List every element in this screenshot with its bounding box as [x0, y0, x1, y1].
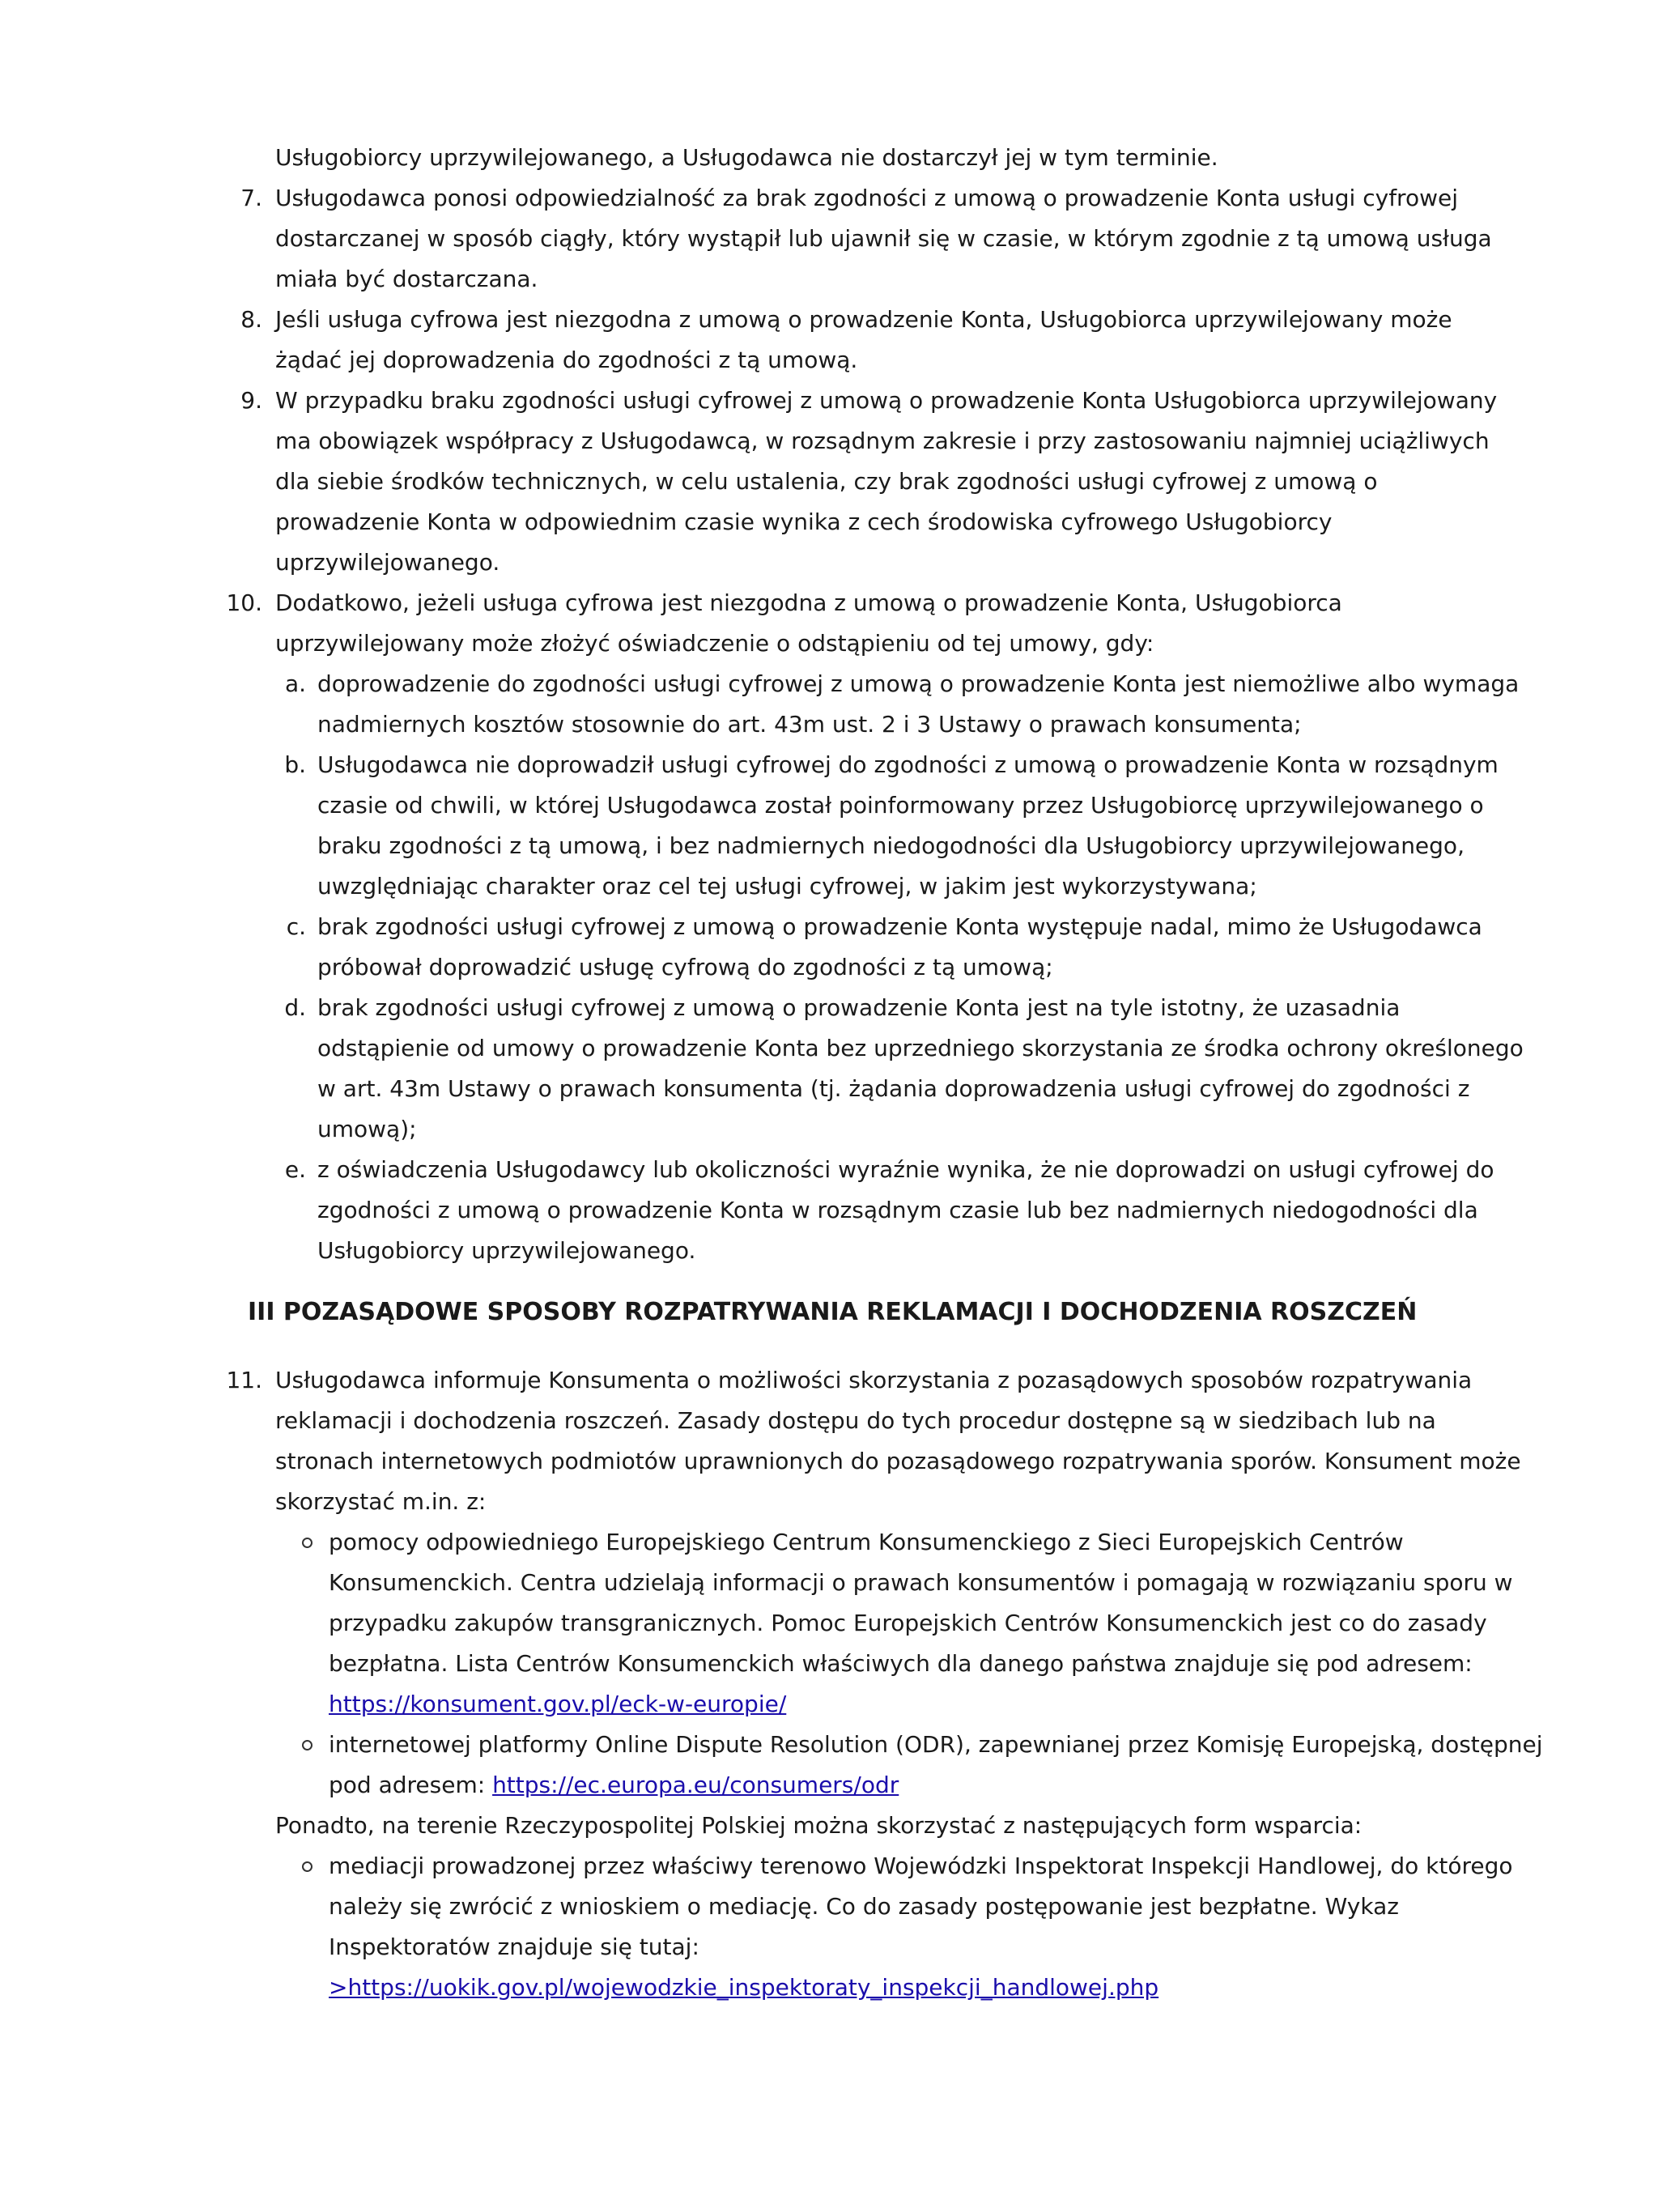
- bullet-text: mediacji prowadzonej przez właściwy terenowo Wojewódzki Inspektorat Inspekcji Handlowej, do którego należy się zwrócić z wnioskiem o mediację. Co do zasady postępowanie jest bezpłatne. Wykaz Inspektoratów znajduje się tutaj:: [329, 1853, 1513, 1960]
- paragraph-number: 7.: [240, 185, 262, 211]
- paragraph-11: [0, 1360, 1658, 1522]
- bullet-item-odr: [0, 1725, 1658, 1806]
- paragraph-8: [0, 300, 1658, 381]
- paragraph-text: W przypadku braku zgodności usługi cyfrowej z umową o prowadzenie Konta Usługobiorca uprzywilejowany ma obowiązek współpracy z Usługodawcą, w rozsądnym zakresie i przy zastosowaniu najmniej uciążliwych dla siebie środków technicznych, w celu ustalenia, czy brak zgodności usługi cyfrowej z umową o prowadzenie Konta w odpowiednim czasie wynika z cech środowiska cyfrowego Usługobiorcy uprzywilejowanego.: [275, 387, 1498, 576]
- list-item-e: [0, 1150, 1658, 1271]
- list-item-text: doprowadzenie do zgodności usługi cyfrowej z umową o prowadzenie Konta jest niemożliwe albo wymaga nadmiernych kosztów stosownie do art. 43m ust. 2 i 3 Ustawy o prawach konsumenta;: [317, 670, 1520, 738]
- paragraph-number: 11.: [226, 1367, 262, 1393]
- bullet-circle-icon: [302, 1740, 312, 1750]
- paragraph-7: [0, 178, 1658, 300]
- bullet-item-ecc: [0, 1522, 1658, 1725]
- paragraph-text: Dodatkowo, jeżeli usługa cyfrowa jest niezgodna z umową o prowadzenie Konta, Usługobiorca uprzywilejowany może złożyć oświadczenie o odstąpieniu od tej umowy, gdy:: [275, 589, 1342, 657]
- list-item-d: [0, 988, 1658, 1150]
- bullet-item-mediation: [0, 1846, 1658, 2008]
- list-item-label: e.: [284, 1156, 306, 1183]
- list-item-label: d.: [284, 994, 306, 1021]
- link-odr[interactable]: https://ec.europa.eu/consumers/odr: [492, 1772, 899, 1798]
- paragraph-number: 9.: [240, 387, 262, 414]
- list-item-b: [0, 745, 1658, 907]
- moreover-paragraph: [0, 1806, 1658, 1846]
- link-uokik[interactable]: >https://uokik.gov.pl/wojewodzkie_inspektoraty_inspekcji_handlowej.php: [329, 1974, 1159, 2001]
- bullet-circle-icon: [302, 1861, 312, 1872]
- list-item-text: brak zgodności usługi cyfrowej z umową o prowadzenie Konta jest na tyle istotny, że uzasadnia odstąpienie od umowy o prowadzenie Konta bez uprzedniego skorzystania ze środka ochrony określonego w art. 43m Ustawy o prawach konsumenta (tj. żądania doprowadzenia usługi cyfrowej do zgodności z umową);: [317, 994, 1524, 1142]
- list-item-label: a.: [284, 670, 306, 697]
- paragraph-text: Usługodawca informuje Konsumenta o możliwości skorzystania z pozasądowych sposobów rozpatrywania reklamacji i dochodzenia roszczeń. Zasady dostępu do tych procedur dostępne są w siedzibach lub na stronach internetowych podmiotów uprawnionych do pozasądowego rozpatrywania sporów. Konsument może skorzystać m.in. z:: [275, 1367, 1521, 1515]
- link-konsument[interactable]: https://konsument.gov.pl/eck-w-europie/: [329, 1691, 787, 1717]
- paragraph-text: Usługobiorcy uprzywilejowanego, a Usługodawca nie dostarczył jej w tym terminie.: [275, 144, 1218, 171]
- list-item-a: [0, 664, 1658, 745]
- paragraph-6-continuation: [0, 138, 1658, 178]
- paragraph-9: [0, 381, 1658, 583]
- paragraph-text: Usługodawca ponosi odpowiedzialność za brak zgodności z umową o prowadzenie Konta usługi cyfrowej dostarczanej w sposób ciągły, który wystąpił lub ujawnił się w czasie, w którym zgodnie z tą umową usługa miała być dostarczana.: [275, 185, 1492, 292]
- paragraph-text: Ponadto, na terenie Rzeczypospolitej Polskiej można skorzystać z następujących form wsparcia:: [275, 1812, 1363, 1839]
- document-content: [0, 138, 1658, 2008]
- bullet-text: pomocy odpowiedniego Europejskiego Centrum Konsumenckiego z Sieci Europejskich Centrów Konsumenckich. Centra udzielają informacji o prawach konsumentów i pomagają w rozwiązaniu sporu w przypadku zakupów transgranicznych. Pomoc Europejskich Centrów Konsumenckich jest co do zasady bezpłatna. Lista Centrów Konsumenckich właściwych dla danego państwa znajduje się pod adresem:: [329, 1529, 1513, 1677]
- paragraph-number: 8.: [240, 306, 262, 333]
- list-item-label: b.: [284, 751, 306, 778]
- list-item-c: [0, 907, 1658, 988]
- list-item-label: c.: [286, 913, 306, 940]
- section-heading: III POZASĄDOWE SPOSOBY ROZPATRYWANIA REKLAMACJI I DOCHODZENIA ROSZCZEŃ: [248, 1298, 1418, 1326]
- paragraph-number: 10.: [226, 589, 262, 616]
- list-item-text: Usługodawca nie doprowadził usługi cyfrowej do zgodności z umową o prowadzenie Konta w rozsądnym czasie od chwili, w której Usługodawca został poinformowany przez Usługobiorcę uprzywilejowanego o braku zgodności z tą umową, i bez nadmiernych niedogodności dla Usługobiorcy uprzywilejowanego, uwzględniając charakter oraz cel tej usługi cyfrowej, w jakim jest wykorzystywana;: [317, 751, 1499, 900]
- list-item-text: z oświadczenia Usługodawcy lub okoliczności wyraźnie wynika, że nie doprowadzi on usługi cyfrowej do zgodności z umową o prowadzenie Konta w rozsądnym czasie lub bez nadmiernych niedogodności dla Usługobiorcy uprzywilejowanego.: [317, 1156, 1494, 1264]
- list-item-text: brak zgodności usługi cyfrowej z umową o prowadzenie Konta występuje nadal, mimo że Usługodawca próbował doprowadzić usługę cyfrową do zgodności z tą umową;: [317, 913, 1482, 981]
- bullet-circle-icon: [302, 1538, 312, 1548]
- paragraph-text: Jeśli usługa cyfrowa jest niezgodna z umową o prowadzenie Konta, Usługobiorca uprzywilejowany może żądać jej doprowadzenia do zgodności z tą umową.: [275, 306, 1452, 373]
- paragraph-10: [0, 583, 1658, 664]
- bullet-text: internetowej platformy Online Dispute Resolution (ODR), zapewnianej przez Komisję Europejską, dostępnej pod adresem:: [329, 1731, 1543, 1798]
